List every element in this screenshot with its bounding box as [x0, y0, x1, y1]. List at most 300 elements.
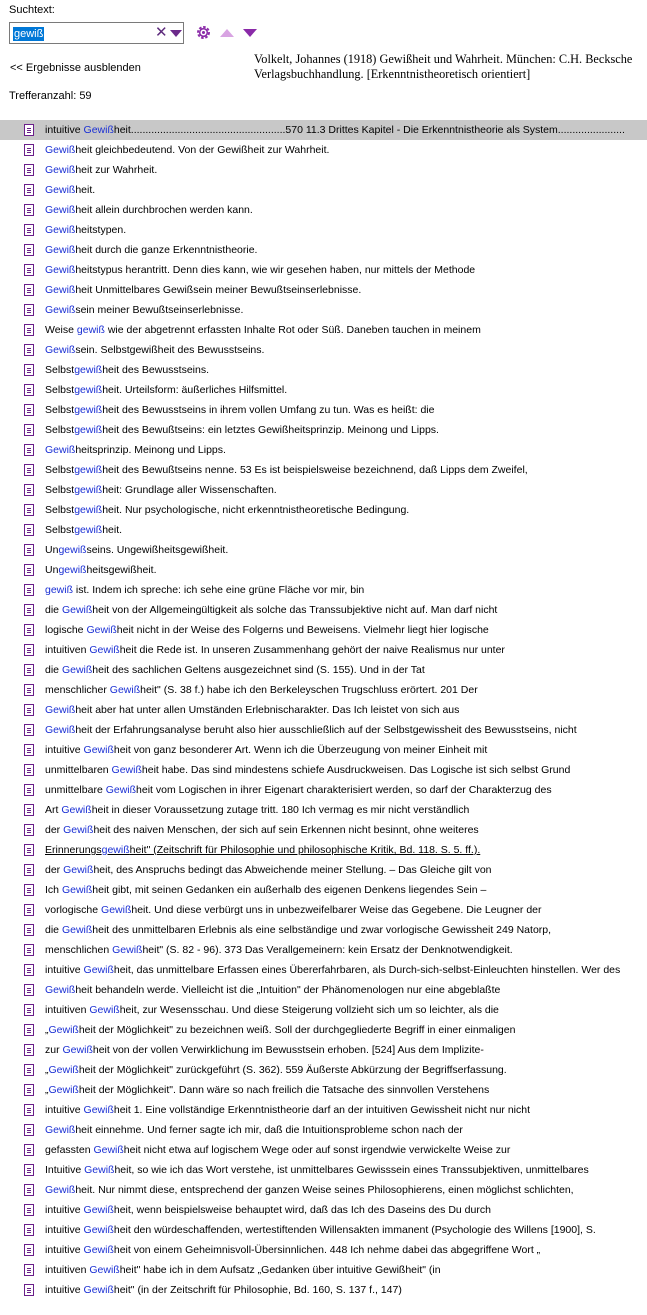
result-match: Gewiß	[83, 744, 114, 756]
result-row[interactable]	[0, 1180, 647, 1200]
result-text	[45, 1020, 515, 1040]
result-text	[45, 1080, 489, 1100]
result-match: Gewiß	[48, 1064, 79, 1076]
result-match: Gewiß	[61, 804, 92, 816]
result-text-after: heitstypen.	[75, 224, 127, 236]
document-icon	[24, 264, 34, 276]
reference-text: Volkelt, Johannes (1918) Gewißheit und Wahrheit. München: C.H. Becksche Verlagsbuchhandlung. [Erkenntnistheoretisch orientiert]	[254, 52, 633, 81]
result-match: Gewiß	[86, 624, 117, 636]
result-text	[45, 880, 486, 900]
result-row[interactable]	[0, 140, 647, 160]
result-row[interactable]	[0, 560, 647, 580]
result-row[interactable]	[0, 1260, 647, 1280]
document-icon	[24, 404, 34, 416]
results-list	[0, 120, 647, 1300]
result-text-before: menschlichen	[45, 944, 113, 956]
document-icon	[24, 584, 34, 596]
result-row[interactable]	[0, 920, 647, 940]
result-text-after: heit vom Logischen in ihrer Eigenart charakterisiert werden, so darf der Charakterzug des	[136, 784, 552, 796]
document-icon	[24, 824, 34, 836]
document-icon	[24, 1084, 34, 1096]
result-match: Gewiß	[111, 764, 142, 776]
hide-results-link[interactable]: << Ergebnisse ausblenden	[10, 62, 141, 74]
result-row[interactable]	[0, 660, 647, 680]
result-text-after: heit von einem Geheimnisvoll-Übersinnlichen. 448 Ich nehme dabei das abgegriffene Wort „	[113, 1244, 541, 1256]
result-text	[45, 220, 126, 240]
result-text	[45, 180, 95, 200]
result-row[interactable]	[0, 1040, 647, 1060]
result-row[interactable]	[0, 320, 647, 340]
result-match: Gewiß	[63, 864, 94, 876]
result-text	[45, 280, 361, 300]
result-match: Gewiß	[45, 344, 76, 356]
result-row[interactable]	[0, 220, 647, 240]
document-icon	[24, 304, 34, 316]
result-match: Gewiß	[61, 924, 93, 936]
result-text-after: ist. Indem ich spreche: ich sehe eine grüne Fläche vor mir, bin	[73, 584, 365, 596]
result-text-before: intuitiven	[45, 1264, 90, 1276]
result-text	[45, 660, 425, 680]
result-text	[45, 620, 489, 640]
result-text	[45, 720, 577, 740]
result-row[interactable]	[0, 300, 647, 320]
result-text-after: heit, so wie ich das Wort verstehe, ist unmittelbares Gewisssein eines Transsubjektiven, unmittelbares	[114, 1164, 589, 1176]
result-text	[45, 840, 480, 860]
result-text-before: intuitiven	[45, 1004, 90, 1016]
result-row[interactable]	[0, 540, 647, 560]
result-text	[45, 700, 459, 720]
result-text	[45, 1160, 589, 1180]
document-icon	[24, 964, 34, 976]
result-text-before: Erinnerungs	[45, 844, 102, 856]
result-row[interactable]	[0, 200, 647, 220]
result-text-before: intuitive	[45, 1204, 84, 1216]
result-row[interactable]	[0, 340, 647, 360]
result-row[interactable]	[0, 980, 647, 1000]
result-match: Gewiß	[89, 644, 120, 656]
result-text-before: intuitive	[45, 1244, 84, 1256]
result-match: Gewiß	[84, 1164, 115, 1176]
result-text	[45, 1180, 574, 1200]
document-icon	[24, 724, 34, 736]
result-text-after: heit des Bewußtseins nenne. 53 Es ist beispielsweise bezeichnend, daß Lipps dem Zweifel,	[102, 464, 528, 476]
result-text	[45, 1220, 596, 1240]
document-icon	[24, 864, 34, 876]
document-icon	[24, 184, 34, 196]
result-text	[45, 920, 551, 940]
result-text-after: heit zur Wahrheit.	[75, 164, 158, 176]
document-icon	[24, 1144, 34, 1156]
result-text-after: heit, das unmittelbare Erfassen eines Übererfahrbaren, als Durch-sich-selbst-Einleuchten hinstellen. Wer des	[113, 964, 621, 976]
document-icon	[24, 704, 34, 716]
result-row[interactable]	[0, 720, 647, 740]
result-text-before: menschlicher	[45, 684, 110, 696]
result-text	[45, 900, 542, 920]
document-icon	[24, 1104, 34, 1116]
result-text-before: „	[45, 1064, 49, 1076]
result-text-after: heit des Bewusstseins in ihrem vollen Umfang zu tun. Was es heißt: die	[102, 404, 435, 416]
result-text-after: heit behandeln werde. Vielleicht ist die „Intuition" der Phänomenologen nur eine abgeblaßte	[75, 984, 501, 996]
result-text-before: Selbst	[45, 504, 75, 516]
result-row[interactable]	[0, 1080, 647, 1100]
document-icon	[24, 564, 34, 576]
result-text-after: heitsgewißheit.	[86, 564, 157, 576]
result-text-before: die	[45, 604, 62, 616]
result-text-after: heit den würdeschaffenden, wertestiftenden Willensakten immanent (Psychologie des Willens [1900], S.	[113, 1224, 596, 1236]
document-icon	[24, 1204, 34, 1216]
result-text	[45, 500, 409, 520]
result-text-after: heit" habe ich in dem Aufsatz „Gedanken über intuitive Gewißheit" (in	[119, 1264, 441, 1276]
result-text	[45, 960, 620, 980]
result-text-before: Ich	[45, 884, 62, 896]
result-row[interactable]	[0, 1280, 647, 1300]
result-row[interactable]	[0, 180, 647, 200]
result-row[interactable]	[0, 680, 647, 700]
search-box[interactable]	[9, 22, 184, 44]
result-row[interactable]	[0, 1160, 647, 1180]
result-match: Gewiß	[105, 784, 137, 796]
result-text-before: die	[45, 664, 62, 676]
result-text	[45, 780, 552, 800]
result-match: Gewiß	[45, 144, 76, 156]
result-text-after: sein. Selbstgewißheit des Bewusstseins.	[75, 344, 265, 356]
result-text-before: unmittelbare	[45, 784, 106, 796]
result-row[interactable]	[0, 480, 647, 500]
result-row[interactable]	[0, 1000, 647, 1020]
result-text-before: Selbst	[45, 464, 75, 476]
result-row[interactable]	[0, 160, 647, 180]
result-text-before: intuitiven	[45, 644, 90, 656]
result-row[interactable]	[0, 900, 647, 920]
result-match: Gewiß	[83, 124, 114, 136]
document-icon	[24, 804, 34, 816]
result-match: gewiß	[45, 584, 74, 596]
result-match: Gewiß	[48, 1024, 79, 1036]
document-icon	[24, 1284, 34, 1296]
result-row[interactable]	[0, 700, 647, 720]
result-row[interactable]	[0, 740, 647, 760]
result-text	[45, 320, 481, 340]
document-icon	[24, 624, 34, 636]
result-text-after: heit nicht in der Weise des Folgerns und Beweisens. Vielmehr liegt hier logische	[116, 624, 489, 636]
result-text-after: heit des Bewußtseins: ein letztes Gewißheitsprinzip. Meinong und Lipps.	[102, 424, 439, 436]
result-row[interactable]	[0, 420, 647, 440]
document-icon	[24, 464, 34, 476]
document-icon	[24, 744, 34, 756]
result-text-before: Weise	[45, 324, 77, 336]
result-text-after: heit von der vollen Verwirklichung im Bewusstsein erhoben. [524] Aus dem Implizite-	[92, 1044, 484, 1056]
result-match: Gewiß	[93, 1144, 124, 1156]
document-icon	[24, 984, 34, 996]
result-text-before: intuitive	[45, 744, 84, 756]
result-row[interactable]	[0, 1220, 647, 1240]
result-match: gewiß	[74, 384, 103, 396]
result-row[interactable]	[0, 620, 647, 640]
result-row[interactable]	[0, 240, 647, 260]
result-text	[45, 440, 226, 460]
result-text-after: seins. Ungewißheitsgewißheit.	[86, 544, 229, 556]
document-icon	[24, 364, 34, 376]
result-match: Gewiß	[48, 1084, 79, 1096]
result-text-before: intuitive	[45, 1104, 84, 1116]
document-icon	[24, 844, 34, 856]
result-row[interactable]	[0, 1060, 647, 1080]
result-text-after: heit" (S. 82 - 96). 373 Das Verallgemeinern: kein Ersatz der Denknotwendigkeit.	[142, 944, 513, 956]
result-text-before: Un	[45, 544, 59, 556]
result-text	[45, 640, 505, 660]
result-match: Gewiß	[89, 1264, 120, 1276]
result-text-before: „	[45, 1084, 49, 1096]
result-row[interactable]	[0, 820, 647, 840]
result-text-before: vorlogische	[45, 904, 102, 916]
result-row[interactable]	[0, 780, 647, 800]
result-row[interactable]	[0, 1120, 647, 1140]
result-row[interactable]	[0, 800, 647, 820]
result-text-after: heit des sachlichen Geltens ausgezeichnet sind (S. 155). Und in der Tat	[92, 664, 425, 676]
result-text	[45, 1040, 484, 1060]
result-text-before: Selbst	[45, 524, 75, 536]
result-text-before: gefassten	[45, 1144, 94, 1156]
result-text	[45, 340, 264, 360]
clear-icon[interactable]: ✕	[155, 24, 168, 41]
result-text-after: heit. Nur psychologische, nicht erkenntnistheoretische Bedingung.	[102, 504, 410, 516]
result-match: Gewiß	[45, 304, 76, 316]
result-text-before: Un	[45, 564, 59, 576]
hit-count: Trefferanzahl: 59	[9, 90, 92, 102]
result-text-before: intuitive	[45, 964, 84, 976]
document-icon	[24, 1044, 34, 1056]
result-row[interactable]	[0, 280, 647, 300]
result-text	[45, 680, 478, 700]
document-icon	[24, 424, 34, 436]
result-text-before: Art	[45, 804, 62, 816]
result-text-after: heitstypus herantritt. Denn dies kann, wie wir gesehen haben, nur mittels der Methode	[75, 264, 476, 276]
result-row[interactable]	[0, 1020, 647, 1040]
result-row[interactable]	[0, 500, 647, 520]
result-match: Gewiß	[61, 604, 93, 616]
result-text	[45, 160, 157, 180]
search-selected-text: gewiß	[14, 28, 44, 40]
result-text	[45, 1060, 507, 1080]
result-row[interactable]	[0, 1200, 647, 1220]
result-text	[45, 400, 434, 420]
result-text-before: der	[45, 864, 64, 876]
result-match: Gewiß	[45, 244, 76, 256]
result-row[interactable]	[0, 380, 647, 400]
result-match: Gewiß	[45, 264, 76, 276]
result-text-after: heit, des Anspruchs bedingt das Abweichende meiner Stellung. – Das Gleiche gilt von	[93, 864, 492, 876]
result-text-after: heit die Rede ist. In unseren Zusammenhang gehört der naive Realismus nur unter	[119, 644, 505, 656]
result-row[interactable]	[0, 460, 647, 480]
document-icon	[24, 244, 34, 256]
result-text-before: logische	[45, 624, 87, 636]
result-match: Gewiß	[109, 684, 141, 696]
result-text-after: heit der Möglichkeit" zurückgeführt (S. 362). 559 Äußerste Abkürzung der Begriffserfassung.	[78, 1064, 507, 1076]
document-icon	[24, 884, 34, 896]
result-match: Gewiß	[45, 984, 76, 996]
result-text	[45, 800, 469, 820]
document-icon	[24, 384, 34, 396]
result-match: gewiß	[74, 464, 103, 476]
result-text-after: heit habe. Das sind mindestens schiefe Ausdruckweisen. Das Logische ist sich selbst Grund	[141, 764, 571, 776]
document-icon	[24, 764, 34, 776]
result-text	[45, 980, 500, 1000]
result-row[interactable]	[0, 640, 647, 660]
result-row[interactable]	[0, 260, 647, 280]
result-match: Gewiß	[45, 704, 76, 716]
result-match: Gewiß	[45, 204, 76, 216]
result-text-after: heit.	[102, 524, 123, 536]
result-row[interactable]	[0, 580, 647, 600]
result-row[interactable]	[0, 880, 647, 900]
result-text-after: heit: Grundlage aller Wissenschaften.	[102, 484, 277, 496]
result-row[interactable]	[0, 1240, 647, 1260]
document-icon	[24, 284, 34, 296]
document-icon	[24, 144, 34, 156]
result-match: gewiß	[58, 564, 87, 576]
document-icon	[24, 784, 34, 796]
document-icon	[24, 604, 34, 616]
result-text-after: heit. Urteilsform: äußerliches Hilfsmittel.	[102, 384, 288, 396]
document-icon	[24, 124, 34, 136]
chevron-down-icon[interactable]	[170, 30, 182, 37]
result-row[interactable]	[0, 1100, 647, 1120]
result-text-after: heit Unmittelbares Gewißsein meiner Bewußtseinserlebnisse.	[75, 284, 362, 296]
result-text	[45, 200, 253, 220]
result-text	[45, 1120, 463, 1140]
result-text-after: heit, zur Wesensschau. Und diese Steigerung vollzieht sich um so leichter, als die	[119, 1004, 499, 1016]
result-text	[45, 860, 492, 880]
result-row[interactable]	[0, 960, 647, 980]
result-text-after: heit aber hat unter allen Umständen Erlebnischarakter. Das Ich leistet von sich aus	[75, 704, 460, 716]
result-match: Gewiß	[83, 1104, 114, 1116]
result-text-before: Selbst	[45, 404, 75, 416]
result-text	[45, 820, 479, 840]
result-text	[45, 1000, 499, 1020]
document-icon	[24, 504, 34, 516]
result-text-after: heit gleichbedeutend. Von der Gewißheit zur Wahrheit.	[75, 144, 330, 156]
result-match: Gewiß	[45, 724, 76, 736]
result-match: Gewiß	[45, 224, 76, 236]
result-text	[45, 360, 209, 380]
result-text	[45, 240, 257, 260]
result-text-after: heit einnehme. Und ferner sagte ich mir, daß die Intuitionsprobleme schon nach der	[75, 1124, 463, 1136]
result-text	[45, 1240, 540, 1260]
result-text-before: die	[45, 924, 62, 936]
result-match: gewiß	[74, 364, 103, 376]
document-icon	[24, 1164, 34, 1176]
result-text-before: unmittelbaren	[45, 764, 112, 776]
result-text-after: heit, wenn beispielsweise behauptet wird, daß das Ich des Daseins des Du durch	[113, 1204, 491, 1216]
result-match: gewiß	[74, 524, 103, 536]
result-match: gewiß	[74, 484, 103, 496]
previous-hit-icon[interactable]	[220, 29, 234, 37]
result-text	[45, 1140, 510, 1160]
result-text	[45, 540, 228, 560]
search-label: Suchtext:	[9, 4, 55, 16]
document-icon	[24, 524, 34, 536]
result-text-after: heit der Möglichkeit". Dann wäre so nach freilich die Tatsache des sinnvollen Verstehens	[78, 1084, 490, 1096]
result-row[interactable]	[0, 360, 647, 380]
result-row[interactable]	[0, 400, 647, 420]
result-match: Gewiß	[45, 284, 76, 296]
result-match: Gewiß	[62, 1044, 93, 1056]
document-icon	[24, 1264, 34, 1276]
result-match: gewiß	[74, 424, 103, 436]
result-text-before: Intuitive	[45, 1164, 85, 1176]
result-match: Gewiß	[83, 1244, 114, 1256]
search-panel	[0, 0, 647, 120]
result-row[interactable]	[0, 940, 647, 960]
result-row[interactable]	[0, 600, 647, 620]
result-text	[45, 380, 287, 400]
result-row[interactable]	[0, 120, 647, 140]
result-text-before: intuitive	[45, 1224, 84, 1236]
result-text-before: intuitive	[45, 1284, 84, 1296]
result-text-before: intuitive	[45, 124, 84, 136]
result-match: Gewiß	[61, 664, 93, 676]
result-text	[45, 300, 243, 320]
result-text-after: heit allein durchbrochen werden kann.	[75, 204, 253, 216]
result-row[interactable]	[0, 860, 647, 880]
result-text	[45, 260, 475, 280]
result-text-after: heit des unmittelbaren Erlebnis als eine selbständige und zwar vorlogische Gewissheit 249 Natorp,	[92, 924, 552, 936]
next-hit-icon[interactable]	[243, 29, 257, 37]
result-match: gewiß	[74, 504, 103, 516]
document-icon	[24, 324, 34, 336]
result-text-after: heit von ganz besonderer Art. Wenn ich die Überzeugung von meiner Einheit mit	[113, 744, 488, 756]
result-text-after: heit des Bewusstseins.	[102, 364, 210, 376]
result-text-after: heitsprinzip. Meinong und Lipps.	[75, 444, 226, 456]
result-text-before: „	[45, 1024, 49, 1036]
result-match: Gewiß	[101, 904, 132, 916]
gear-icon[interactable]	[195, 24, 212, 41]
result-row[interactable]	[0, 1140, 647, 1160]
result-text-after: heit.	[75, 184, 96, 196]
document-icon	[24, 1004, 34, 1016]
result-text	[45, 600, 497, 620]
result-text-after: heit gibt, mit seinen Gedanken ein außerhalb des eigenen Denkens liegendes Sein –	[92, 884, 487, 896]
result-text	[45, 760, 570, 780]
result-row[interactable]	[0, 840, 647, 860]
document-icon	[24, 204, 34, 216]
result-row[interactable]	[0, 520, 647, 540]
result-row[interactable]	[0, 440, 647, 460]
result-text-after: wie der abgetrennt erfassten Inhalte Rot oder Süß. Daneben tauchen in meinem	[104, 324, 481, 336]
result-text-after: sein meiner Bewußtseinserlebnisse.	[75, 304, 244, 316]
result-row[interactable]	[0, 760, 647, 780]
result-match: Gewiß	[63, 824, 94, 836]
result-text-before: Selbst	[45, 384, 75, 396]
result-text-after: heit nicht etwa auf logischem Wege oder auf sonst irgendwie verwickelte Weise zur	[123, 1144, 511, 1156]
result-text-after: heit der Erfahrungsanalyse beruht also hier ausschließlich auf der Selbstgewissheit des Bewusstseins, nicht	[75, 724, 577, 736]
result-text	[45, 740, 487, 760]
result-match: gewiß	[76, 324, 105, 336]
document-icon	[24, 924, 34, 936]
document-icon	[24, 484, 34, 496]
result-text	[45, 1200, 491, 1220]
document-icon	[24, 904, 34, 916]
result-match: Gewiß	[83, 1204, 114, 1216]
document-icon	[24, 1184, 34, 1196]
result-text-after: heit 1. Eine vollständige Erkenntnistheorie darf an der intuitiven Gewissheit nicht nur nicht	[113, 1104, 531, 1116]
result-text	[45, 480, 277, 500]
result-text	[45, 560, 157, 580]
result-text-before: Selbst	[45, 424, 75, 436]
result-text-after: heit durch die ganze Erkenntnistheorie.	[75, 244, 258, 256]
result-match: Gewiß	[83, 964, 114, 976]
document-icon	[24, 164, 34, 176]
